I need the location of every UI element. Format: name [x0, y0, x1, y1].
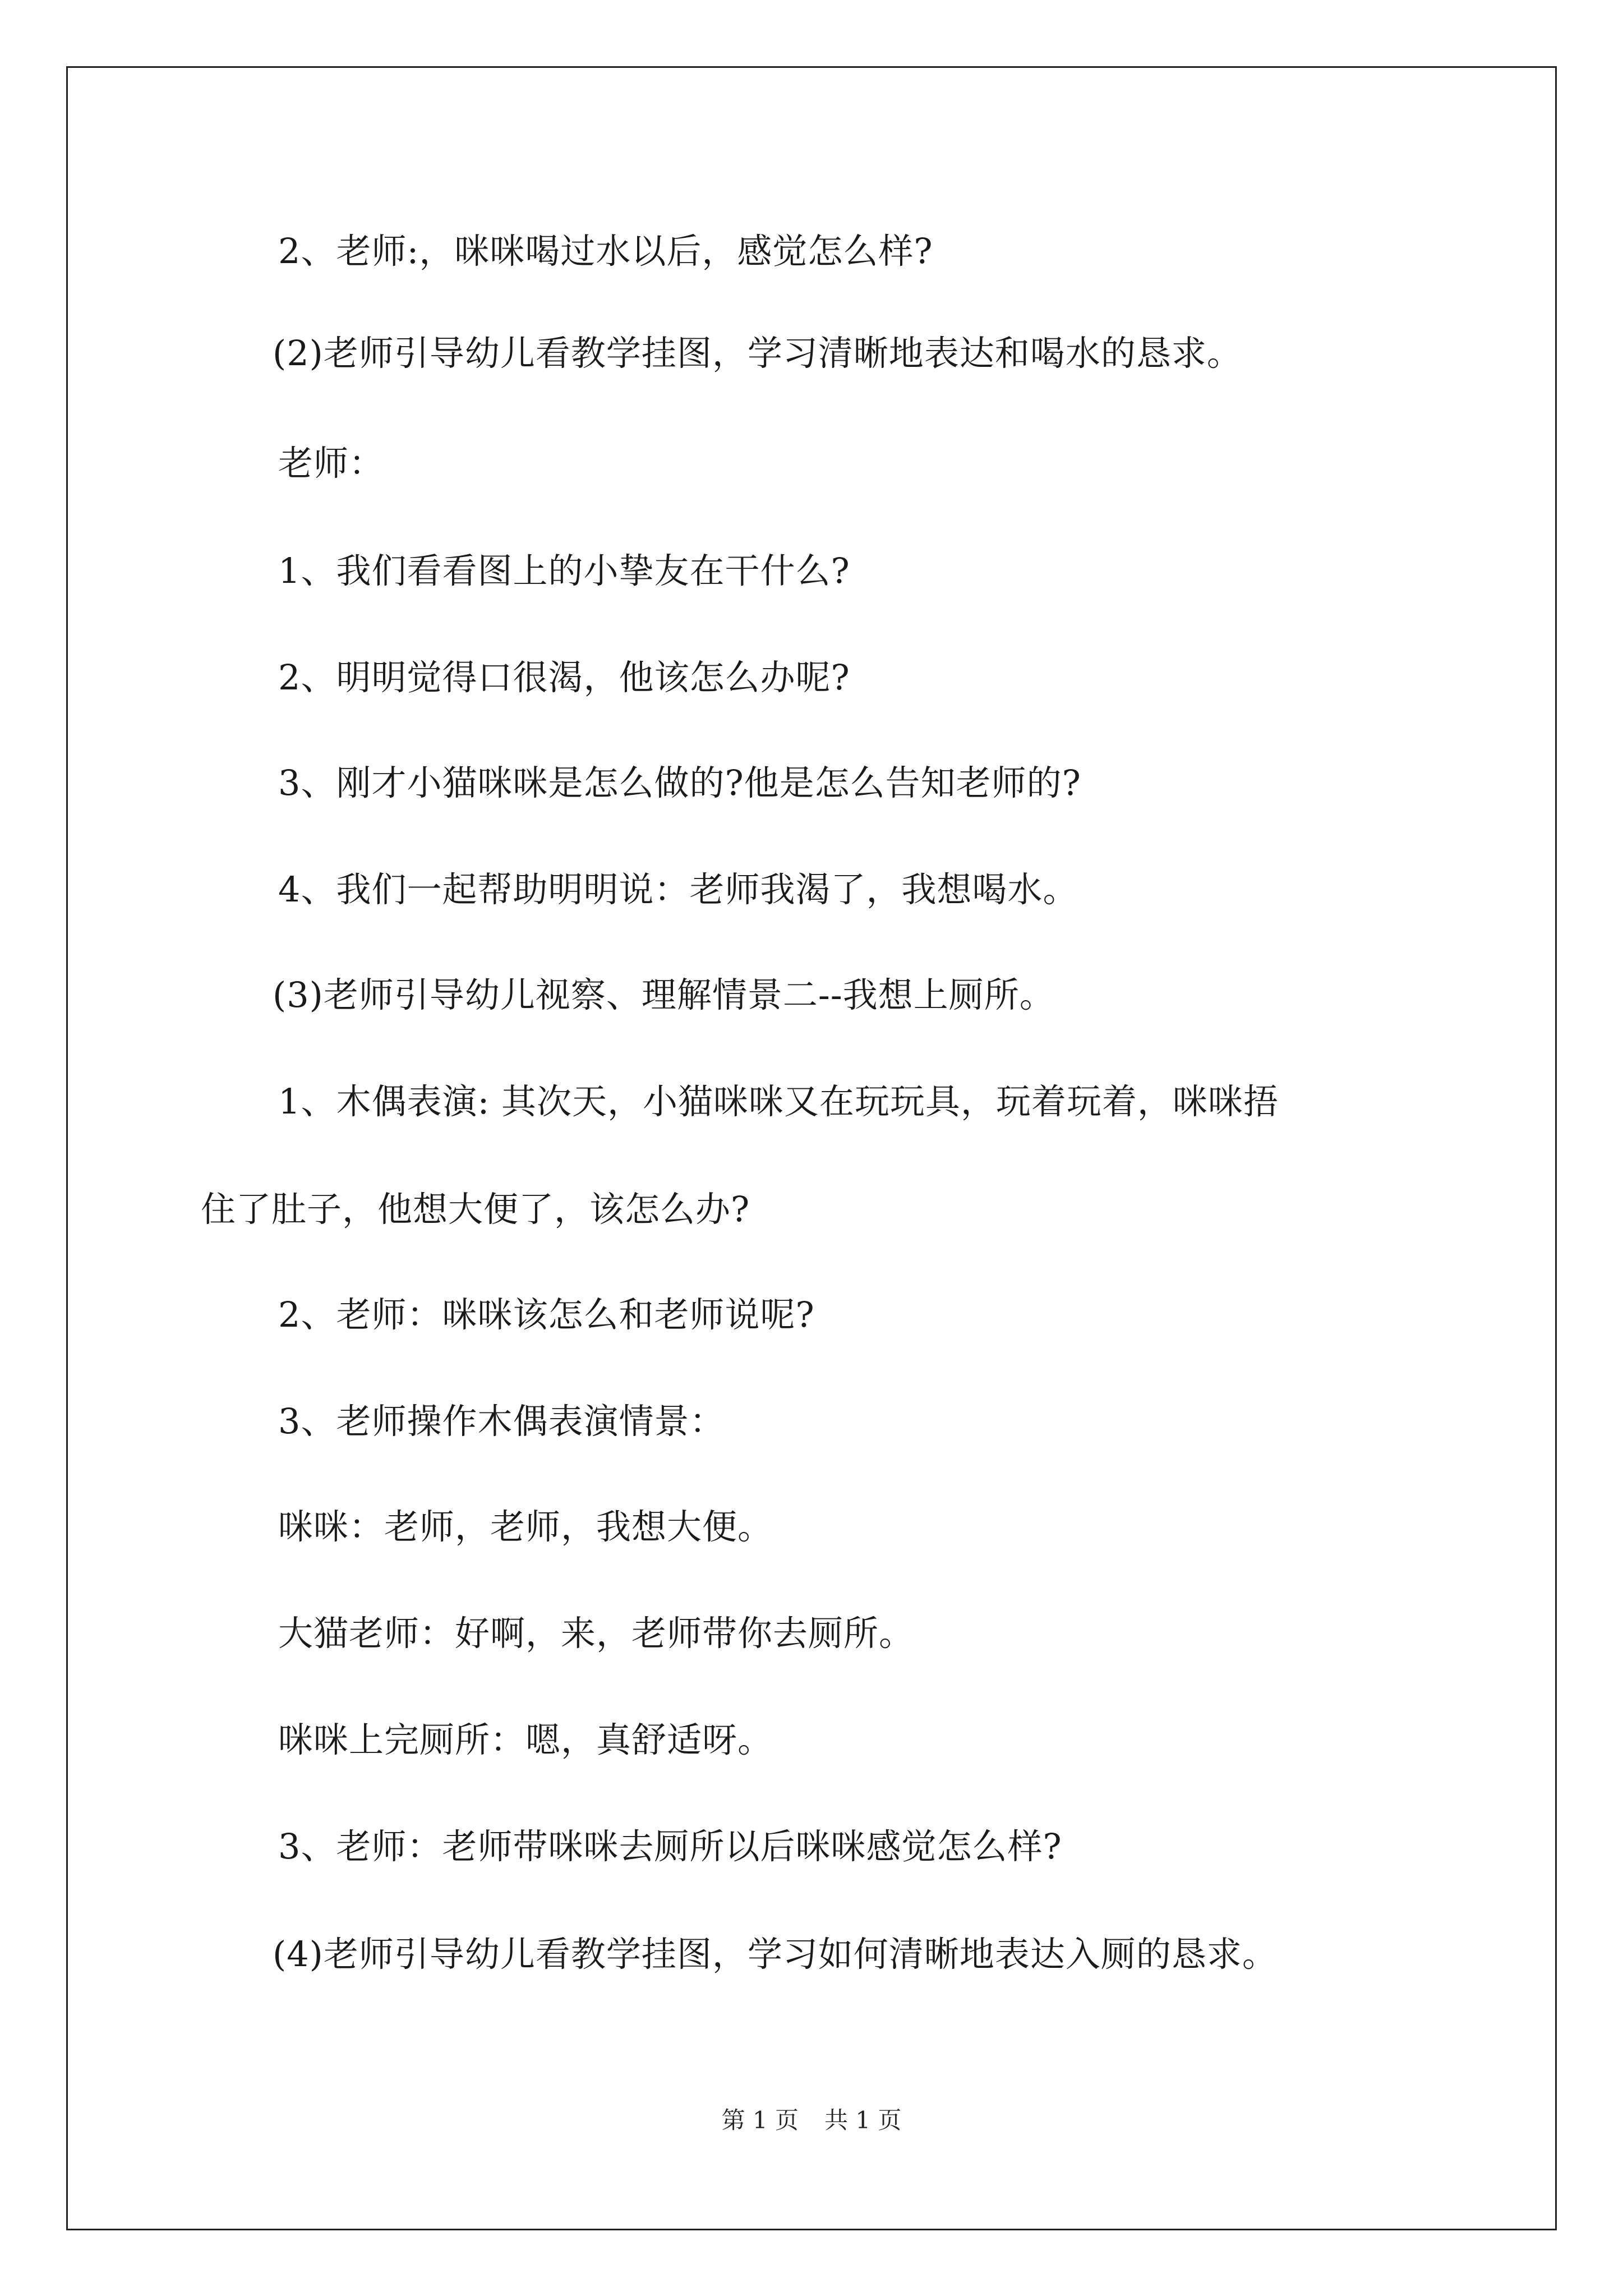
- paragraph-line-4: 1、我们看看图上的小挚友在干什么?: [278, 550, 850, 591]
- page-border: [66, 66, 1557, 2230]
- paragraph-line-17: (4)老师引导幼儿看教学挂图，学习如何清晰地表达入厕的恳求。: [273, 1934, 1278, 1975]
- page-footer: [0, 2105, 1623, 2136]
- paragraph-line-3: 老师：: [278, 443, 385, 484]
- paragraph-line-13: 咪咪：老师，老师，我想大便。: [278, 1506, 773, 1547]
- paragraph-line-12: 3、老师操作木偶表演情景：: [278, 1401, 725, 1442]
- paragraph-line-5: 2、明明觉得口很渴，他该怎么办呢?: [278, 657, 850, 698]
- paragraph-line-8: (3)老师引导幼儿视察、理解情景二--我想上厕所。: [273, 974, 1055, 1015]
- paragraph-line-7: 4、我们一起帮助明明说：老师我渴了，我想喝水。: [278, 869, 1078, 910]
- paragraph-line-10: 住了肚子，他想大便了，该怎么办?: [201, 1189, 750, 1230]
- paragraph-line-15: 咪咪上完厕所：嗯，真舒适呀。: [278, 1719, 773, 1760]
- paragraph-line-1: 2、老师:，咪咪喝过水以后，感觉怎么样?: [278, 231, 933, 272]
- paragraph-line-9: 1、木偶表演: 其次天，小猫咪咪又在玩玩具，玩着玩着，咪咪捂: [278, 1081, 1279, 1122]
- paragraph-line-2: (2)老师引导幼儿看教学挂图，学习清晰地表达和喝水的恳求。: [273, 333, 1242, 374]
- paragraph-line-14: 大猫老师：好啊，来，老师带你去厕所。: [278, 1613, 915, 1654]
- paragraph-line-16: 3、老师：老师带咪咪去厕所以后咪咪感觉怎么样?: [278, 1826, 1062, 1867]
- paragraph-line-11: 2、老师：咪咪该怎么和老师说呢?: [278, 1294, 815, 1335]
- page-total: 共 1 页: [824, 2106, 902, 2134]
- page-number: 第 1 页: [721, 2106, 799, 2134]
- paragraph-line-6: 3、刚才小猫咪咪是怎么做的?他是怎么告知老师的?: [278, 762, 1081, 803]
